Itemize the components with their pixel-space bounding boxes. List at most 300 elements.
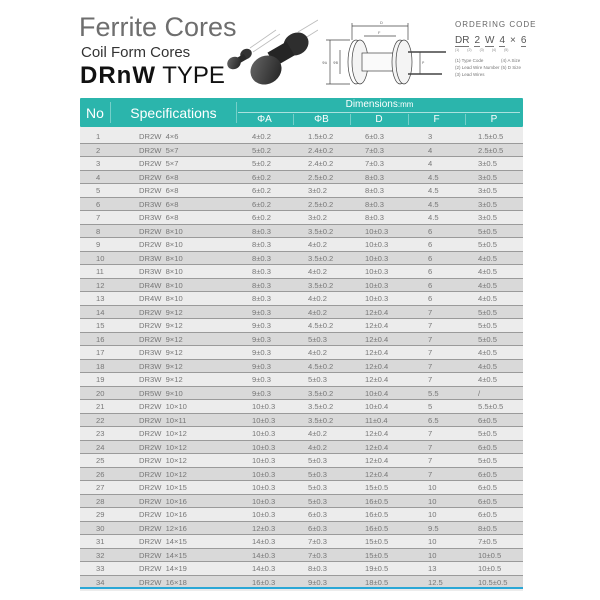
cell-no: 30 <box>96 523 105 533</box>
cell-f: 7 <box>428 307 433 317</box>
cell-d: 12±0.4 <box>365 361 389 371</box>
cell-specification: DR2W 10×12 <box>139 442 187 452</box>
cell-p: 3±0.5 <box>478 213 497 222</box>
cell-p: 10±0.5 <box>478 550 502 560</box>
cell-d: 8±0.3 <box>365 213 384 222</box>
cell-no: 16 <box>96 334 105 344</box>
cell-specification: DR3W 9×12 <box>139 375 183 384</box>
cell-a: 6±0.2 <box>252 199 271 209</box>
column-header-no: No <box>86 104 104 121</box>
cell-f: 6.5 <box>428 415 439 425</box>
cell-p: 5±0.5 <box>478 429 497 438</box>
cell-d: 12±0.4 <box>365 429 389 438</box>
table-row <box>80 225 523 239</box>
cell-f: 9.5 <box>428 523 439 533</box>
cell-no: 21 <box>96 402 105 411</box>
cell-f: 6 <box>428 267 433 276</box>
cell-specification: DR2W 10×12 <box>139 456 187 465</box>
cell-f: 10 <box>428 510 437 519</box>
cell-a: 8±0.3 <box>252 294 271 303</box>
cell-no: 2 <box>96 145 101 155</box>
cell-f: 7 <box>428 375 433 384</box>
cell-b: 4±0.2 <box>308 429 327 438</box>
cell-a: 10±0.3 <box>252 456 276 465</box>
cell-d: 19±0.5 <box>365 564 389 573</box>
code-part: 4 <box>499 35 506 46</box>
cell-f: 4 <box>428 159 433 168</box>
cell-p: 6±0.5 <box>478 510 497 519</box>
table-row <box>80 130 523 144</box>
cell-p: 10.5±0.5 <box>478 577 508 587</box>
cell-d: 7±0.3 <box>365 145 384 155</box>
cell-no: 15 <box>96 321 105 330</box>
cell-d: 18±0.5 <box>365 577 389 587</box>
cell-f: 4.5 <box>428 172 439 182</box>
cell-a: 14±0.3 <box>252 564 276 573</box>
cell-f: 10 <box>428 537 437 546</box>
cell-specification: DR2W 10×10 <box>139 402 187 411</box>
dimensions-label: Dimensions <box>345 99 398 110</box>
cell-p: 6±0.5 <box>478 415 497 425</box>
cell-b: 5±0.3 <box>308 375 327 384</box>
cell-b: 6±0.3 <box>308 523 327 533</box>
cell-specification: DR2W 10×15 <box>139 483 187 492</box>
table-row <box>80 238 523 252</box>
page-subtitle: Coil Form Cores <box>81 44 191 61</box>
cell-a: 14±0.3 <box>252 550 276 560</box>
cell-b: 7±0.3 <box>308 550 327 560</box>
cell-no: 18 <box>96 361 105 371</box>
cell-f: 4.5 <box>428 199 439 209</box>
cell-b: 2.4±0.2 <box>308 145 334 155</box>
cell-b: 9±0.3 <box>308 577 327 587</box>
cell-no: 33 <box>96 564 105 573</box>
column-header-d: D <box>375 114 383 125</box>
cell-d: 10±0.3 <box>365 294 389 303</box>
cell-p: 8±0.5 <box>478 523 497 533</box>
cell-a: 6±0.2 <box>252 186 271 195</box>
cell-b: 7±0.3 <box>308 537 327 546</box>
cell-b: 8±0.3 <box>308 564 327 573</box>
cell-b: 5±0.3 <box>308 496 327 506</box>
table-row <box>80 576 523 590</box>
cell-p: 4±0.5 <box>478 280 497 290</box>
cell-p: 4±0.5 <box>478 348 497 357</box>
table-row <box>80 535 523 549</box>
cell-b: 4.5±0.2 <box>308 321 334 330</box>
cell-specification: DR2W 9×12 <box>139 307 183 317</box>
cell-d: 8±0.3 <box>365 186 384 195</box>
table-row <box>80 522 523 536</box>
cell-specification: DR2W 10×16 <box>139 510 187 519</box>
table-row <box>80 400 523 414</box>
cell-f: 7 <box>428 348 433 357</box>
table-row <box>80 252 523 266</box>
code-index: (5) <box>504 48 509 52</box>
cell-specification: DR2W 12×16 <box>139 523 187 533</box>
cell-d: 12±0.4 <box>365 375 389 384</box>
table-row <box>80 171 523 185</box>
table-row <box>80 184 523 198</box>
cell-b: 5±0.3 <box>308 334 327 344</box>
ordering-code <box>455 20 555 78</box>
cell-specification: DR2W 6×8 <box>139 172 179 182</box>
legend-item: (5) D Size <box>501 65 522 70</box>
cell-specification: DR2W 5×7 <box>139 159 179 168</box>
code-part: 2 <box>474 35 481 46</box>
cell-p: 7±0.5 <box>478 537 497 546</box>
cell-specification: DR5W 9×10 <box>139 388 183 398</box>
cell-a: 10±0.3 <box>252 510 276 519</box>
cell-no: 8 <box>96 226 101 236</box>
cell-a: 9±0.3 <box>252 348 271 357</box>
cell-f: 6 <box>428 280 433 290</box>
code-part: × <box>510 35 516 46</box>
cell-d: 12±0.4 <box>365 321 389 330</box>
cell-a: 10±0.3 <box>252 442 276 452</box>
cell-a: 10±0.3 <box>252 483 276 492</box>
svg-text:ΦA: ΦA <box>322 61 328 65</box>
cell-b: 2.5±0.2 <box>308 199 334 209</box>
cell-p: 3±0.5 <box>478 199 497 209</box>
cell-b: 3±0.2 <box>308 213 327 222</box>
column-group-dimensions <box>236 99 523 111</box>
cell-p: 3±0.5 <box>478 172 497 182</box>
ordering-code-indices <box>455 48 555 52</box>
cell-b: 2.5±0.2 <box>308 172 334 182</box>
cell-a: 10±0.3 <box>252 496 276 506</box>
cell-f: 5.5 <box>428 388 439 398</box>
cell-p: 1.5±0.5 <box>478 132 504 141</box>
cell-p: 5±0.5 <box>478 321 497 330</box>
table-row <box>80 387 523 401</box>
cell-a: 16±0.3 <box>252 577 276 587</box>
cell-a: 6±0.2 <box>252 213 271 222</box>
cell-specification: DR2W 10×12 <box>139 469 187 479</box>
cell-b: 6±0.3 <box>308 510 327 519</box>
cell-p: 5.5±0.5 <box>478 402 504 411</box>
table-body <box>80 127 523 591</box>
cell-b: 3±0.2 <box>308 186 327 195</box>
cell-d: 15±0.5 <box>365 483 389 492</box>
cell-specification: DR2W 10×12 <box>139 429 187 438</box>
cell-d: 10±0.4 <box>365 402 389 411</box>
table-row <box>80 562 523 576</box>
cell-d: 12±0.4 <box>365 456 389 465</box>
cell-no: 12 <box>96 280 105 290</box>
code-index: (2) <box>467 48 472 52</box>
cell-f: 7 <box>428 456 433 465</box>
table-row <box>80 468 523 482</box>
cell-f: 4.5 <box>428 213 439 222</box>
table-row <box>80 549 523 563</box>
cell-specification: DR3W 9×12 <box>139 348 183 357</box>
cell-d: 10±0.3 <box>365 240 389 249</box>
cell-specification: DR3W 8×10 <box>139 267 183 276</box>
cell-b: 3.5±0.2 <box>308 253 334 263</box>
cell-f: 13 <box>428 564 437 573</box>
cell-specification: DR2W 9×12 <box>139 334 183 344</box>
cell-p: 3±0.5 <box>478 159 497 168</box>
cell-f: 5 <box>428 402 433 411</box>
cell-b: 4.5±0.2 <box>308 361 334 371</box>
cell-no: 4 <box>96 172 101 182</box>
ordering-code-title: ORDERING CODE <box>455 20 537 29</box>
cell-a: 10±0.3 <box>252 429 276 438</box>
cell-no: 9 <box>96 240 101 249</box>
column-header-b: ΦB <box>314 114 329 125</box>
cell-no: 10 <box>96 253 105 263</box>
cell-f: 7 <box>428 321 433 330</box>
specifications-table <box>80 98 523 591</box>
cell-d: 6±0.3 <box>365 132 384 141</box>
cell-d: 12±0.4 <box>365 442 389 452</box>
cell-f: 6 <box>428 240 433 249</box>
table-row <box>80 414 523 428</box>
cell-no: 22 <box>96 415 105 425</box>
code-part: W <box>485 35 495 46</box>
cell-b: 4±0.2 <box>308 240 327 249</box>
table-row <box>80 495 523 509</box>
cell-no: 27 <box>96 483 105 492</box>
cell-d: 10±0.3 <box>365 280 389 290</box>
code-part: 6 <box>520 35 527 46</box>
cell-f: 4 <box>428 145 433 155</box>
cell-d: 10±0.3 <box>365 253 389 263</box>
cell-d: 7±0.3 <box>365 159 384 168</box>
cell-specification: DR2W 10×16 <box>139 496 187 506</box>
cell-specification: DR4W 8×10 <box>139 294 183 303</box>
cell-no: 17 <box>96 348 105 357</box>
cell-b: 4±0.2 <box>308 294 327 303</box>
cell-no: 5 <box>96 186 101 195</box>
table-row <box>80 333 523 347</box>
cell-d: 10±0.3 <box>365 267 389 276</box>
cell-p: / <box>478 388 481 398</box>
cell-no: 23 <box>96 429 105 438</box>
cell-f: 6 <box>428 294 433 303</box>
cell-b: 4±0.2 <box>308 267 327 276</box>
cell-b: 5±0.3 <box>308 469 327 479</box>
cell-a: 8±0.3 <box>252 267 271 276</box>
cell-a: 9±0.3 <box>252 361 271 371</box>
cell-d: 11±0.4 <box>365 415 388 425</box>
cell-p: 5±0.5 <box>478 456 497 465</box>
cell-no: 32 <box>96 550 105 560</box>
cell-specification: DR3W 9×12 <box>139 361 183 371</box>
dimension-diagram <box>320 18 450 90</box>
cell-specification: DR4W 8×10 <box>139 280 183 290</box>
cell-a: 5±0.2 <box>252 159 271 168</box>
type-title-bold: DRnW <box>80 62 156 89</box>
table-row <box>80 265 523 279</box>
cell-f: 7 <box>428 361 433 371</box>
cell-specification: DR3W 8×10 <box>139 253 183 263</box>
table-row <box>80 346 523 360</box>
cell-d: 12±0.4 <box>365 307 389 317</box>
cell-no: 20 <box>96 388 105 398</box>
cell-p: 6±0.5 <box>478 469 497 479</box>
cell-no: 34 <box>96 577 105 587</box>
cell-p: 5±0.5 <box>478 334 497 344</box>
svg-text:F: F <box>378 30 381 35</box>
code-index: (1) <box>455 48 460 52</box>
code-index: (4) <box>491 48 497 52</box>
cell-p: 4±0.5 <box>478 361 497 371</box>
cell-specification: DR3W 6×8 <box>139 199 179 209</box>
cell-p: 5±0.5 <box>478 307 497 317</box>
svg-text:D: D <box>380 20 383 25</box>
ordering-code-legend <box>455 57 555 78</box>
cell-p: 3±0.5 <box>478 186 497 195</box>
cell-specification: DR2W 9×12 <box>139 321 183 330</box>
cell-no: 7 <box>96 213 101 222</box>
table-row <box>80 211 523 225</box>
cell-specification: DR2W 14×15 <box>139 537 187 546</box>
cell-b: 4±0.2 <box>308 307 327 317</box>
cell-a: 6±0.2 <box>252 172 271 182</box>
cell-d: 10±0.4 <box>365 388 389 398</box>
cell-b: 3.5±0.2 <box>308 226 334 236</box>
table-row <box>80 157 523 171</box>
cell-a: 9±0.3 <box>252 321 271 330</box>
table-row <box>80 144 523 158</box>
cell-d: 12±0.4 <box>365 348 389 357</box>
cell-p: 4±0.5 <box>478 375 497 384</box>
cell-specification: DR2W 8×10 <box>139 226 183 236</box>
cell-a: 10±0.3 <box>252 402 276 411</box>
table-row <box>80 427 523 441</box>
cell-d: 12±0.4 <box>365 334 389 344</box>
cell-a: 14±0.3 <box>252 537 276 546</box>
cell-no: 28 <box>96 496 105 506</box>
cell-b: 5±0.3 <box>308 456 327 465</box>
cell-a: 9±0.3 <box>252 334 271 344</box>
cell-p: 4±0.5 <box>478 294 497 303</box>
table-row <box>80 454 523 468</box>
cell-specification: DR2W 14×19 <box>139 564 187 573</box>
cell-specification: DR2W 4×6 <box>139 132 179 141</box>
column-header-p: P <box>490 114 498 125</box>
type-title-rest: TYPE <box>155 62 225 89</box>
dimensions-unit: :mm <box>397 100 414 109</box>
cell-no: 3 <box>96 159 101 168</box>
cell-no: 31 <box>96 537 105 546</box>
cell-b: 3.5±0.2 <box>308 388 334 398</box>
legend-item: (3) Lead Wires <box>455 72 485 77</box>
cell-d: 16±0.5 <box>365 523 389 533</box>
cell-no: 13 <box>96 294 105 303</box>
cell-f: 7 <box>428 469 433 479</box>
table-row <box>80 306 523 320</box>
cell-no: 14 <box>96 307 105 317</box>
cell-no: 29 <box>96 510 105 519</box>
cell-b: 2.4±0.2 <box>308 159 334 168</box>
cell-p: 10±0.5 <box>478 564 502 573</box>
legend-item: (2) Lead Wire Number <box>455 65 500 70</box>
cell-p: 4±0.5 <box>478 253 497 263</box>
cell-b: 4±0.2 <box>308 348 327 357</box>
column-header-a: ΦA <box>257 114 272 125</box>
ferrite-core-product-image <box>218 18 318 93</box>
cell-specification: DR2W 6×8 <box>139 186 179 195</box>
cell-a: 10±0.3 <box>252 415 276 425</box>
cell-no: 24 <box>96 442 105 452</box>
cell-b: 3.5±0.2 <box>308 402 334 411</box>
cell-f: 4.5 <box>428 186 439 195</box>
table-row <box>80 319 523 333</box>
cell-no: 26 <box>96 469 105 479</box>
cell-p: 6±0.5 <box>478 483 497 492</box>
cell-specification: DR3W 6×8 <box>139 213 179 222</box>
cell-a: 8±0.3 <box>252 253 271 263</box>
cell-f: 10 <box>428 483 437 492</box>
table-row <box>80 441 523 455</box>
cell-f: 6 <box>428 226 433 236</box>
page-title: Ferrite Cores <box>79 12 237 42</box>
cell-d: 15±0.5 <box>365 537 389 546</box>
cell-a: 8±0.3 <box>252 280 271 290</box>
cell-d: 15±0.5 <box>365 550 389 560</box>
cell-b: 1.5±0.2 <box>308 132 334 141</box>
cell-f: 10 <box>428 496 437 506</box>
cell-specification: DR2W 8×10 <box>139 240 183 249</box>
svg-text:P: P <box>422 61 425 65</box>
cell-f: 7 <box>428 334 433 344</box>
cell-a: 8±0.3 <box>252 240 271 249</box>
cell-d: 8±0.3 <box>365 199 384 209</box>
cell-a: 4±0.2 <box>252 132 271 141</box>
cell-f: 10 <box>428 550 437 560</box>
cell-d: 16±0.5 <box>365 496 389 506</box>
table-header <box>80 98 523 127</box>
cell-a: 12±0.3 <box>252 523 276 533</box>
cell-specification: DR2W 10×11 <box>139 415 187 425</box>
code-part: DR <box>455 35 470 46</box>
cell-specification: DR2W 14×15 <box>139 550 187 560</box>
cell-p: 5±0.5 <box>478 240 497 249</box>
cell-f: 7 <box>428 442 433 452</box>
table-row <box>80 481 523 495</box>
legend-item: (1) Type Code <box>455 58 484 63</box>
svg-text:ΦB: ΦB <box>333 61 339 65</box>
cell-a: 9±0.3 <box>252 388 271 398</box>
table-row <box>80 292 523 306</box>
cell-b: 4±0.2 <box>308 442 327 452</box>
table-row <box>80 373 523 387</box>
legend-item: (4) A Size <box>501 58 521 63</box>
cell-a: 9±0.3 <box>252 375 271 384</box>
cell-p: 6±0.5 <box>478 496 497 506</box>
cell-p: 5±0.5 <box>478 226 497 236</box>
cell-specification: DR2W 5×7 <box>139 145 179 155</box>
cell-no: 19 <box>96 375 105 384</box>
table-row <box>80 508 523 522</box>
cell-no: 1 <box>96 132 101 141</box>
cell-a: 9±0.3 <box>252 307 271 317</box>
cell-a: 5±0.2 <box>252 145 271 155</box>
type-title <box>80 62 225 90</box>
cell-d: 8±0.3 <box>365 172 384 182</box>
table-row <box>80 198 523 212</box>
cell-d: 10±0.3 <box>365 226 389 236</box>
cell-b: 3.5±0.2 <box>308 415 334 425</box>
cell-p: 2.5±0.5 <box>478 145 504 155</box>
cell-p: 6±0.5 <box>478 442 497 452</box>
cell-f: 12.5 <box>428 577 443 587</box>
column-header-f: F <box>433 114 440 125</box>
cell-d: 16±0.5 <box>365 510 389 519</box>
